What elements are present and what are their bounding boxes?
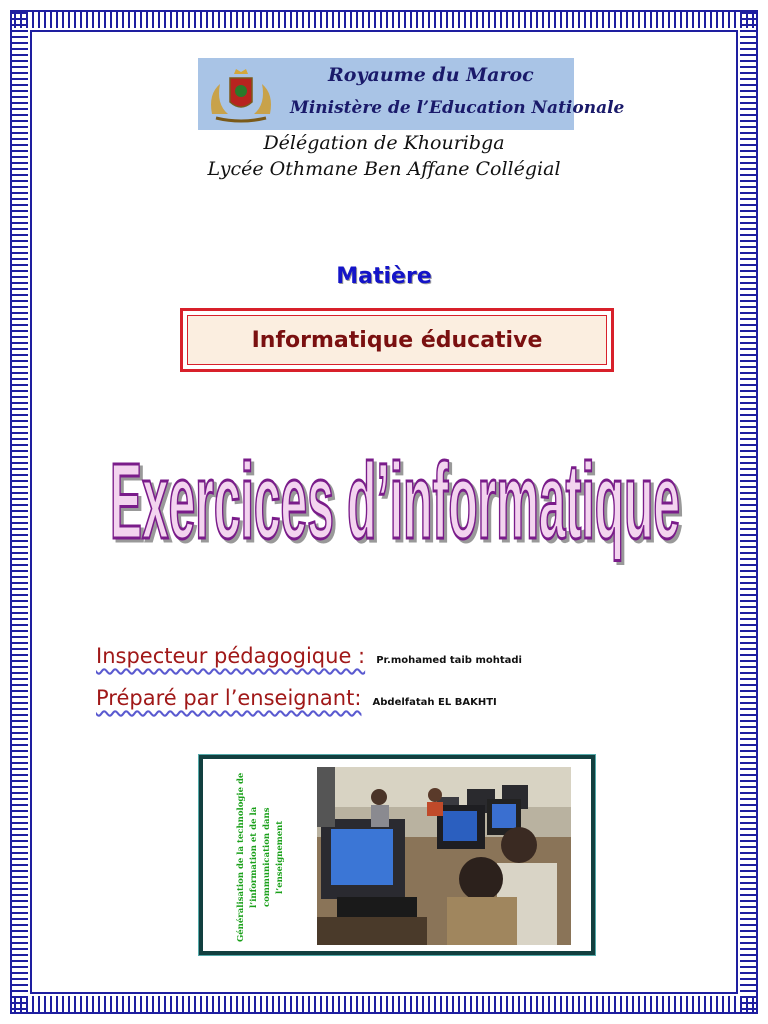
ministry-name: Ministère de l’Education Nationale [290, 98, 625, 118]
inspector-label: Inspecteur pédagogique : [96, 644, 366, 668]
royal-emblem-icon [206, 64, 276, 124]
photo-caption [207, 769, 315, 945]
photo-caption-line: Généralisation de la technologie de [236, 772, 246, 942]
photo-caption-line: l’information et de la communication dans [249, 806, 272, 908]
ministry-header-band [198, 58, 625, 130]
photo-caption-line: l’enseignement [275, 820, 285, 894]
photo-card [199, 755, 595, 955]
teacher-name: Abdelfatah EL BAKHTI [372, 697, 497, 708]
page-border-bottom [12, 996, 756, 1012]
teacher-line [96, 686, 497, 710]
subject-name: Informatique éducative [251, 327, 543, 353]
subject-label: Matière [336, 264, 432, 289]
inspector-line [96, 644, 522, 668]
page-border-top [12, 12, 756, 28]
classroom-photo [317, 767, 571, 945]
document-title [100, 420, 690, 580]
document-title-text: Exercices d’informatique [110, 440, 680, 561]
teacher-label: Préparé par l’enseignant: [96, 686, 362, 710]
school-name: Lycée Othmane Ben Affane Collégial [207, 158, 561, 180]
subject-box-inner [187, 315, 607, 365]
kingdom-name: Royaume du Maroc [328, 64, 534, 86]
inspector-name: Pr.mohamed taib mohtadi [376, 655, 522, 666]
delegation-name: Délégation de Khouribga [263, 132, 505, 154]
subject-box [180, 308, 614, 372]
photo-caption-text [235, 769, 287, 945]
